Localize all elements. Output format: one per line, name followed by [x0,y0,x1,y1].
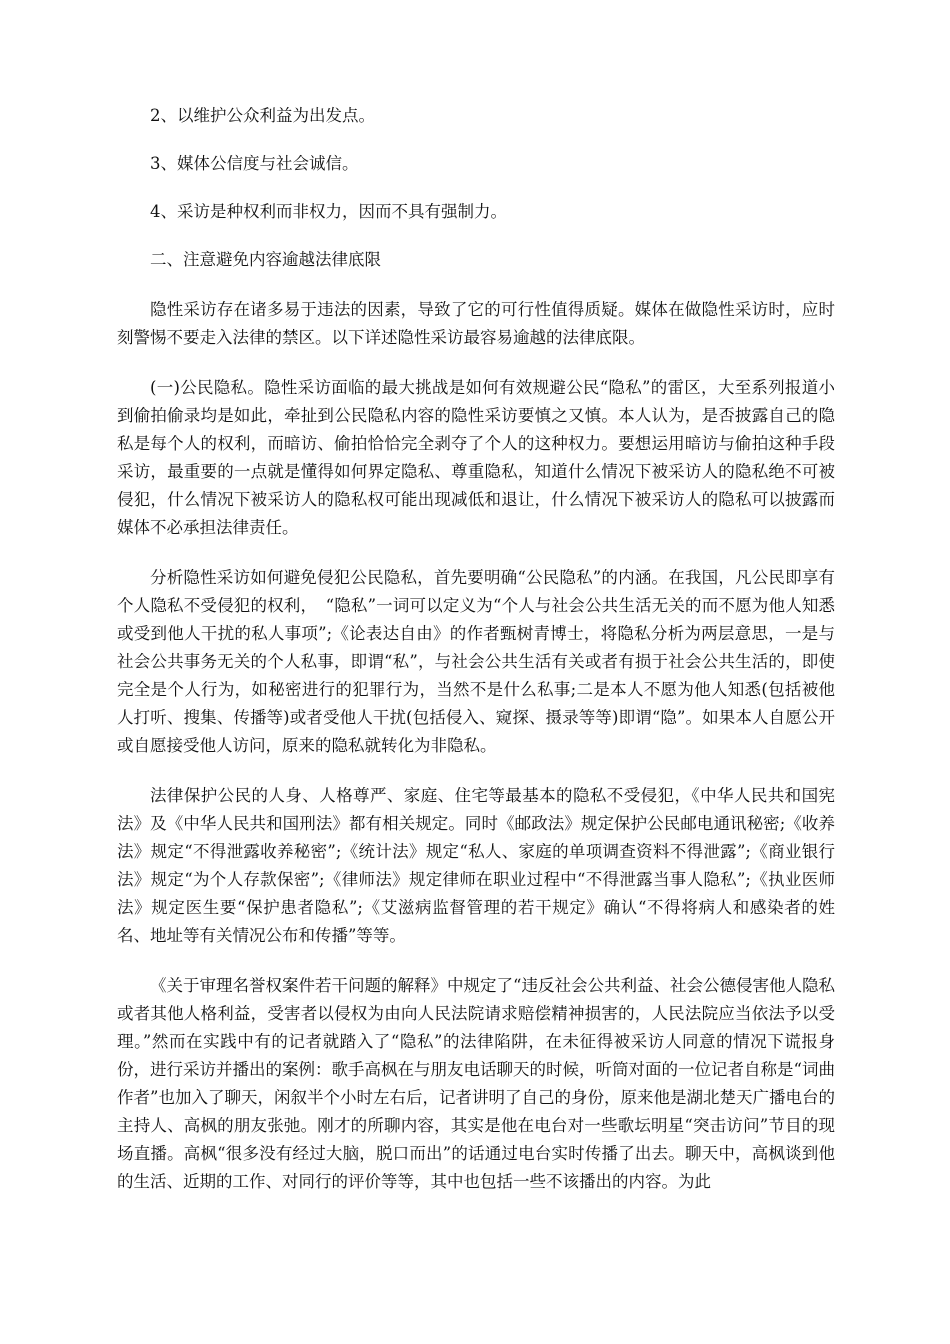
list-item-4: 4、采访是种权利而非权力，因而不具有强制力。 [150,202,507,221]
paragraph-privacy-definition: 分析隐性采访如何避免侵犯公民隐私，首先要明确“公民隐私”的内涵。在我国，凡公民即享有个人隐私不受侵犯的权利， “隐私”一词可以定义为“个人与社会公共生活无关的而不愿为他人知悉或受到他人干扰的私人事项”;《论表达自由》的作者甄树青博士，将隐私分析为两层意思，一是与社会公共事务无关的个人私事，即谓“私”，与社会公共生活有关或者有损于社会公共生活的，即使完全是个人行为，如秘密进行的犯罪行为，当然不是什么私事;二是本人不愿为他人知悉(包括被他人打听、搜集、传播等)或者受他人干扰(包括侵入、窥探、摄录等等)即谓“隐”。如果本人自愿公开或自愿接受他人访问，原来的隐私就转化为非隐私。 [117,568,835,755]
document-body [117,104,835,1218]
paragraph-case-example: 《关于审理名誉权案件若干问题的解释》中规定了“违反社会公共利益、社会公德侵害他人隐私或者其他人格利益，受害者以侵权为由向人民法院请求赔偿精神损害的，人民法院应当依法予以受理。”然而在实践中有的记者就踏入了“隐私”的法律陷阱，在未征得被采访人同意的情况下谎报身份，进行采访并播出的案例：歌手高枫在与朋友电话聊天的时候，听筒对面的一位记者自称是“词曲作者”也加入了聊天，闲叙半个小时左右后，记者讲明了自己的身份，原来他是湖北楚天广播电台的主持人、高枫的朋友张弛。刚才的所聊内容，其实是他在电台对一些歌坛明星“突击访问”节目的现场直播。高枫“很多没有经过大脑，脱口而出”的话通过电台实时传播了出去。聊天中，高枫谈到他的生活、近期的工作、对同行的评价等等，其中也包括一些不该播出的内容。为此 [117,976,835,1191]
paragraph-intro: 隐性采访存在诸多易于违法的因素，导致了它的可行性值得质疑。媒体在做隐性采访时，应时刻警惕不要走入法律的禁区。以下详述隐性采访最容易逾越的法律底限。 [117,300,835,347]
paragraph-citizen-privacy: (一)公民隐私。隐性采访面临的最大挑战是如何有效规避公民“隐私”的雷区，大至系列报道小到偷拍偷录均是如此，牵扯到公民隐私内容的隐性采访要慎之又慎。本人认为，是否披露自己的隐私是每个人的权利，而暗访、偷拍恰恰完全剥夺了个人的这种权力。要想运用暗访与偷拍这种手段采访，最重要的一点就是懂得如何界定隐私、尊重隐私，知道什么情况下被采访人的隐私绝不可被侵犯，什么情况下被采访人的隐私权可能出现减低和退让，什么情况下被采访人的隐私可以披露而媒体不必承担法律责任。 [117,378,835,537]
section-heading: 二、注意避免内容逾越法律底限 [150,250,381,269]
list-item-3: 3、媒体公信度与社会诚信。 [150,154,359,173]
paragraph-legal-protection: 法律保护公民的人身、人格尊严、家庭、住宅等最基本的隐私不受侵犯，《中华人民共和国宪法》及《中华人民共和国刑法》都有相关规定。同时《邮政法》规定保护公民邮电通讯秘密;《收养法》规定“不得泄露收养秘密”;《统计法》规定“私人、家庭的单项调查资料不得泄露”;《商业银行法》规定“为个人存款保密”;《律师法》规定律师在职业过程中“不得泄露当事人隐私”;《执业医师法》规定医生要“保护患者隐私”;《艾滋病监督管理的若干规定》确认“不得将病人和感染者的姓名、地址等有关情况公布和传播”等等。 [117,786,835,945]
list-item-2: 2、以维护公众利益为出发点。 [150,106,375,125]
